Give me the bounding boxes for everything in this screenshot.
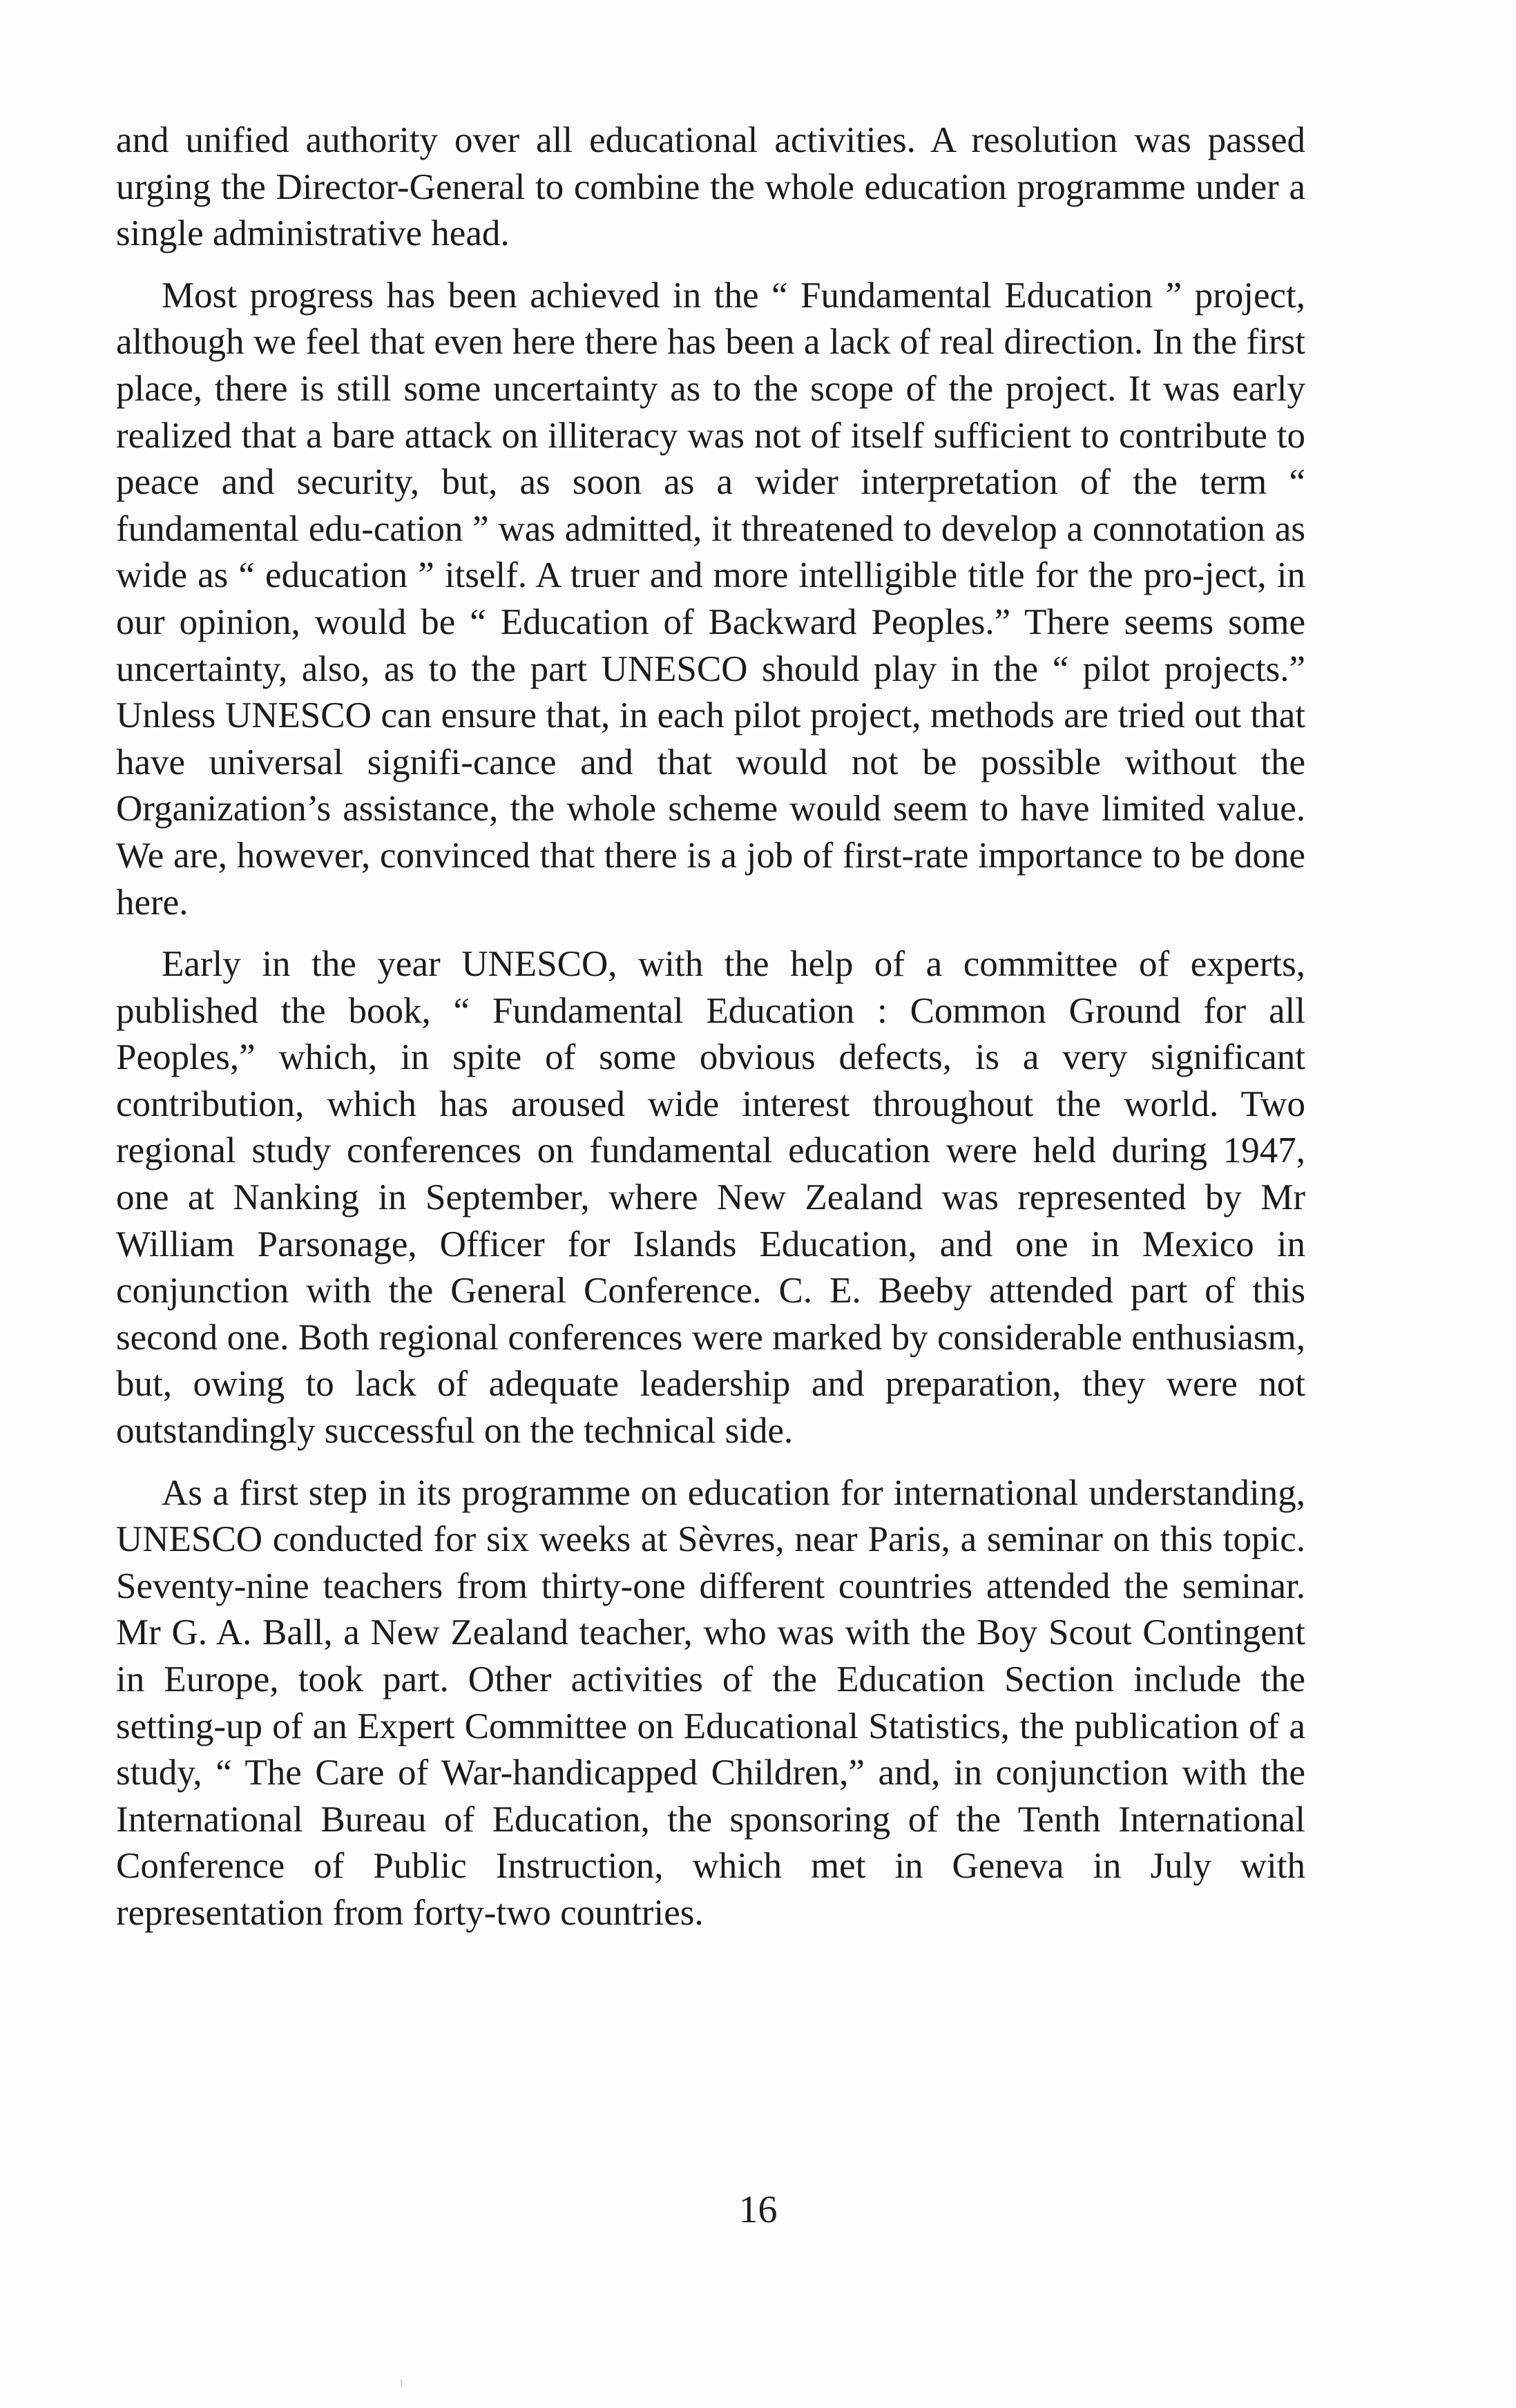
paragraph-international-understanding: As a first step in its programme on education for international understanding, UNESCO conducted for six weeks at Sèvres, near Paris, a seminar on this topic. Seventy-nine teachers from thirty-one different countries attended the seminar. Mr G. A. Ball, a New Zealand teacher, who was with the Boy Scout Contingent in Europe, took part. Other activities of the Education Section include the setting-up of an Expert Committee on Educational Statistics, the publication of a study, “ The Care of War-handicapped Children,” and, in conjunction with the International Bureau of Education, the sponsoring of the Tenth International Conference of Public Instruction, which met in Geneva in July with representation from forty-two countries. — [116, 1472, 1305, 1933]
scan-speck — [401, 2379, 402, 2386]
body-text — [116, 117, 1305, 1952]
paragraph-fundamental-education: Most progress has been achieved in the “ Fundamental Education ” project, although we feel that even here there has been a lack of real direction. In the first place, there is still some uncertainty as to the scope of the project. It was early realized that a bare attack on illiteracy was not of itself sufficient to contribute to peace and security, but, as soon as a wider interpretation of the term “ fundamental edu-cation ” was admitted, it threatened to develop a connotation as wide as “ education ” itself. A truer and more intelligible title for the pro-ject, in our opinion, would be “ Education of Backward Peoples.” There seems some uncertainty, also, as to the part UNESCO should play in the “ pilot projects.” Unless UNESCO can ensure that, in each pilot project, methods are tried out that have universal signifi-cance and that would not be possible without the Organization’s assistance, the whole scheme would seem to have limited value. We are, however, convinced that there is a job of first-rate importance to be done here. — [116, 275, 1305, 923]
paragraph-publications-conferences: Early in the year UNESCO, with the help of a committee of experts, published the book, “ Fundamental Education : Common Ground for all Peoples,” which, in spite of some obvious defects, is a very significant contribution, which has aroused wide interest throughout the world. Two regional study conferences on fundamental education were held during 1947, one at Nanking in September, where New Zealand was represented by Mr William Parsonage, Officer for Islands Education, and one in Mexico in conjunction with the General Conference. C. E. Beeby attended part of this second one. Both regional conferences were marked by considerable enthusiasm, but, owing to lack of adequate leadership and preparation, they were not outstandingly successful on the technical side. — [116, 944, 1305, 1452]
paragraph-continuation: and unified authority over all educational activities. A resolution was passed urging the Director-General to combine the whole education programme under a single administrative head. — [116, 120, 1305, 254]
page-number: 16 — [738, 2188, 778, 2231]
